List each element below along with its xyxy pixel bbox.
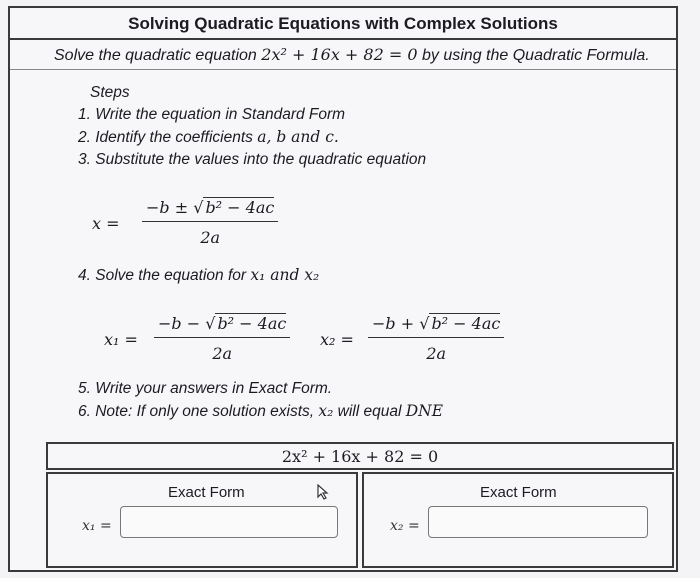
step-2 bbox=[78, 126, 426, 149]
exact-form-heading-right: Exact Form bbox=[480, 484, 557, 501]
formula-x-label: x = bbox=[92, 214, 120, 233]
step-2-text: 2. Identify the coefficients bbox=[78, 129, 258, 146]
sqrt-icon: √ bbox=[193, 198, 204, 217]
steps-list bbox=[78, 82, 426, 171]
x1-answer-input[interactable] bbox=[120, 506, 338, 538]
x2-answer-input[interactable] bbox=[428, 506, 648, 538]
steps-list-3 bbox=[78, 378, 443, 423]
quadratic-formula bbox=[142, 198, 278, 247]
question-prefix: Solve the quadratic equation bbox=[54, 47, 262, 64]
step-6-text: 6. Note: If only one solution exists, bbox=[78, 403, 319, 420]
x2-answer-label: x₂ = bbox=[390, 518, 420, 534]
exact-form-heading-left: Exact Form bbox=[168, 484, 245, 501]
answer-panel-x1 bbox=[46, 472, 358, 568]
equation-box: 2x² + 16x + 82 = 0 bbox=[46, 442, 674, 470]
steps-list-2 bbox=[78, 264, 319, 287]
formula-denominator: 2a bbox=[200, 228, 221, 247]
question-equation: 2x² + 16x + 82 = 0 bbox=[261, 45, 418, 64]
x2-formula-label: x₂ = bbox=[320, 330, 354, 349]
step-1: 1. Write the equation in Standard Form bbox=[78, 106, 346, 123]
x2-num-pre: −b + bbox=[372, 314, 420, 333]
steps-heading: Steps bbox=[90, 84, 130, 101]
step-5: 5. Write your answers in Exact Form. bbox=[78, 380, 333, 397]
sqrt-icon: √ bbox=[205, 314, 216, 333]
page-title: Solving Quadratic Equations with Complex Solutions bbox=[10, 8, 676, 40]
step-2-vars: a, b and c. bbox=[257, 128, 339, 146]
question-suffix: by using the Quadratic Formula. bbox=[417, 47, 650, 64]
x2-formula bbox=[368, 314, 504, 363]
step-6 bbox=[78, 400, 443, 423]
step-6-var: x₂ bbox=[318, 402, 334, 420]
mouse-cursor-icon bbox=[316, 484, 330, 500]
x2-numerator bbox=[368, 314, 504, 338]
step-6-mid: will equal bbox=[333, 403, 406, 420]
step-3: 3. Substitute the values into the quadratic equation bbox=[78, 151, 427, 168]
step-4-text: 4. Solve the equation for bbox=[78, 267, 251, 284]
x1-answer-label: x₁ = bbox=[82, 518, 112, 534]
step-4-vars: x₁ and x₂ bbox=[250, 266, 320, 284]
x1-denominator: 2a bbox=[212, 344, 233, 363]
step-4 bbox=[78, 264, 319, 287]
x1-numerator bbox=[154, 314, 290, 338]
x1-formula bbox=[154, 314, 290, 363]
question-text bbox=[10, 40, 676, 70]
x1-radicand: b² − 4ac bbox=[217, 314, 287, 333]
formula-num-pm: −b ± bbox=[146, 198, 194, 217]
x1-num-pre: −b − bbox=[158, 314, 206, 333]
formula-radicand: b² − 4ac bbox=[205, 198, 275, 217]
x2-denominator: 2a bbox=[426, 344, 447, 363]
x1-formula-label: x₁ = bbox=[104, 330, 138, 349]
sqrt-icon: √ bbox=[419, 314, 430, 333]
x2-radicand: b² − 4ac bbox=[431, 314, 501, 333]
formula-numerator bbox=[142, 198, 278, 222]
step-6-dne: DNE bbox=[405, 402, 444, 420]
answer-panel-x2 bbox=[362, 472, 674, 568]
